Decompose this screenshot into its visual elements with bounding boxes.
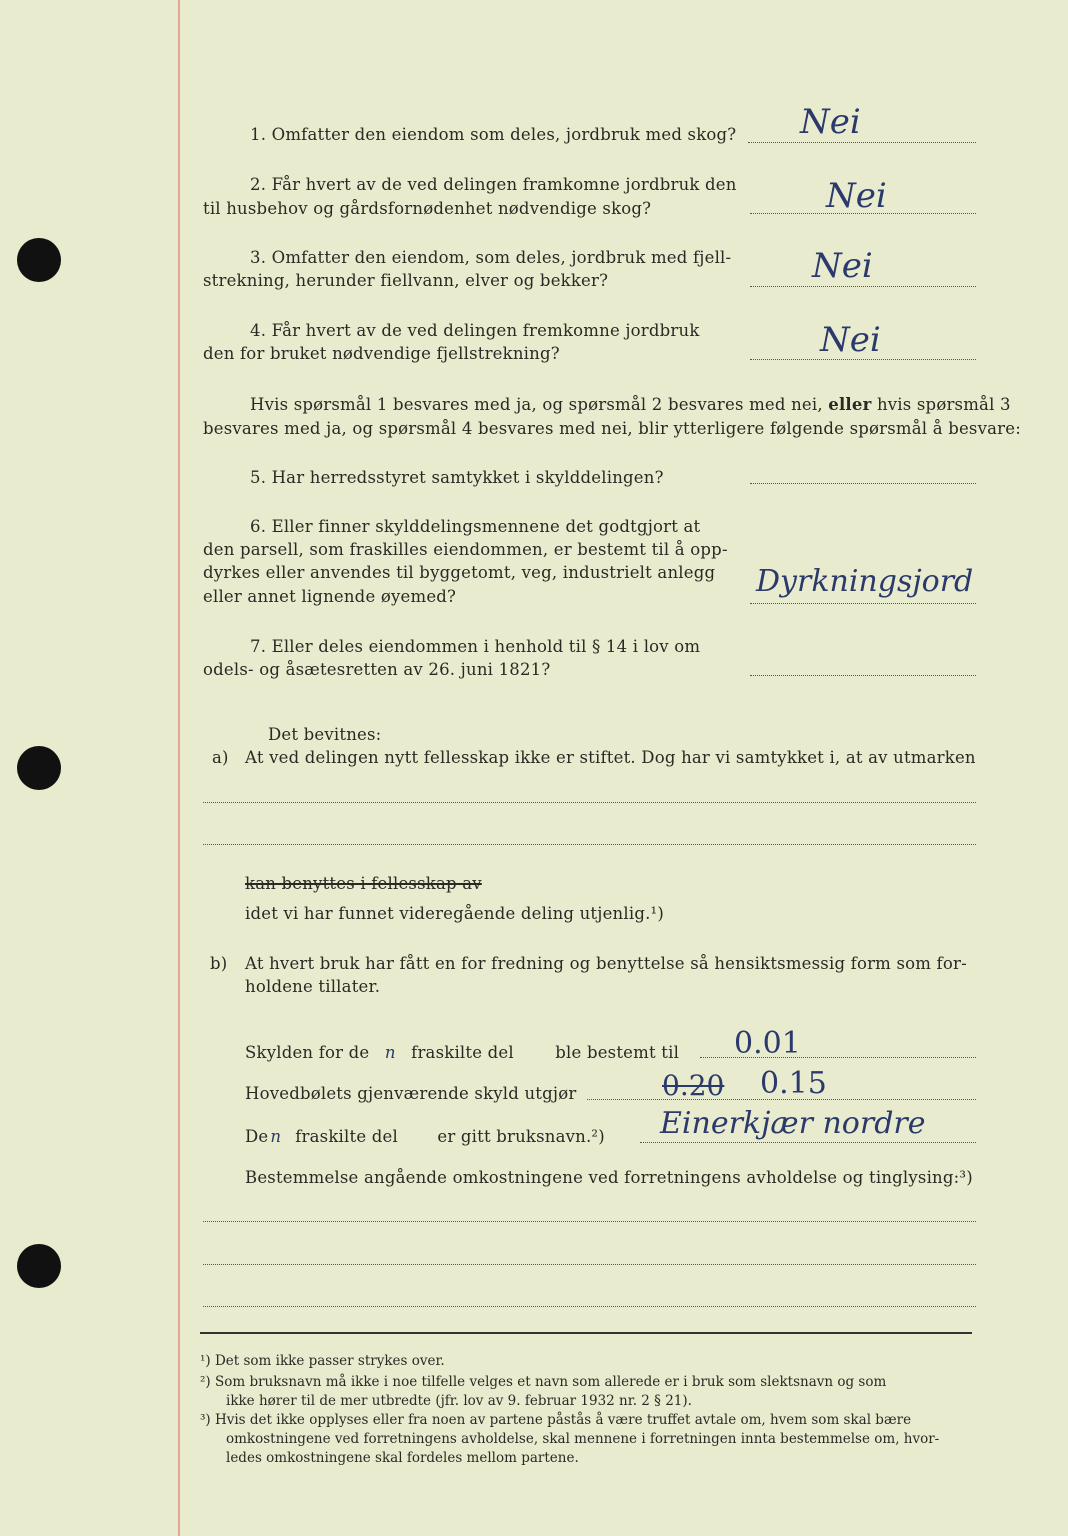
- answer-line-5: [750, 483, 976, 484]
- footnote-2-line-1: ²) Som bruksnavn må ikke i noe tilfelle velges et navn som allerede er i bruk som slektsnavn og som: [200, 1374, 887, 1390]
- question-3-line-2: strekning, herunder fiellvann, elver og bekker?: [203, 271, 609, 290]
- answer-line-7: [750, 675, 976, 676]
- question-6-line-3: dyrkes eller anvendes til byggetomt, veg, industrielt anlegg: [203, 563, 716, 582]
- footnote-2-line-2: ikke hører til de mer utbredte (jfr. lov av 9. februar 1932 nr. 2 § 21).: [226, 1393, 692, 1409]
- question-5: 5. Har herredsstyret samtykket i skylddelingen?: [250, 468, 664, 487]
- question-7-line-1: 7. Eller deles eiendommen i henhold til § 14 i lov om: [250, 637, 701, 656]
- fill-line-a-2: [203, 844, 976, 845]
- skyld-value-1: 0.01: [734, 1026, 801, 1061]
- skyld-line-2: Hovedbølets gjenværende skyld utgjør: [245, 1084, 577, 1103]
- handwritten-n-1: n: [384, 1043, 396, 1062]
- instruction-line-2: besvares med ja, og spørsmål 4 besvares med nei, blir ytterligere følgende spørsmål å besvare:: [203, 419, 1021, 438]
- struck-text: kan benyttes i fellesskap av: [245, 874, 482, 893]
- question-6-line-4: eller annet lignende øyemed?: [203, 587, 457, 606]
- witness-a-text: At ved delingen nytt fellesskap ikke er stiftet. Dog har vi samtykket i, at av utmarken: [245, 748, 976, 767]
- skyld-struck-value: 0.20: [662, 1069, 725, 1102]
- punch-hole-2: [17, 746, 61, 790]
- witness-a-continuation: idet vi har funnet videregående deling utjenlig.¹): [245, 904, 664, 923]
- question-4-line-1: 4. Får hvert av de ved delingen fremkomne jordbruk: [250, 321, 700, 340]
- witness-heading: Det bevitnes:: [268, 725, 382, 744]
- fill-line-cost-3: [203, 1306, 976, 1307]
- punch-hole-3: [17, 1244, 61, 1288]
- footnote-3-line-2: omkostningene ved forretningens avholdelse, skal mennene i forretningen innta bestemmelse om, hvor-: [226, 1431, 940, 1447]
- skyld-value-3: Einerkjær nordre: [660, 1106, 926, 1141]
- footnote-1: ¹) Det som ikke passer strykes over.: [200, 1353, 445, 1369]
- question-2-line-2: til husbehov og gårdsfornødenhet nødvendige skog?: [203, 199, 652, 218]
- question-1: 1. Omfatter den eiendom som deles, jordbruk med skog?: [250, 125, 737, 144]
- skyld-value-2: 0.15: [760, 1066, 827, 1101]
- answer-line-6: [750, 603, 976, 604]
- footnote-3-line-1: ³) Hvis det ikke opplyses eller fra noen av partene påstås å være truffet avtale om, hvem som skal bære: [200, 1412, 912, 1428]
- answer-2: Nei: [826, 176, 887, 216]
- fill-line-cost-2: [203, 1264, 976, 1265]
- handwritten-n-2: n: [270, 1127, 282, 1146]
- answer-3: Nei: [812, 246, 873, 286]
- witness-b-label: b): [210, 954, 228, 973]
- question-4-line-2: den for bruket nødvendige fjellstrekning?: [203, 344, 560, 363]
- margin-line: [178, 0, 180, 1536]
- question-6-line-2: den parsell, som fraskilles eiendommen, er bestemt til å opp-: [203, 540, 728, 559]
- fill-line-cost-1: [203, 1221, 976, 1222]
- answer-line-1: [748, 142, 976, 143]
- skyld-line-1: Skylden for de n fraskilte del ble bestemt til: [245, 1043, 680, 1062]
- skyld-line-3: De n fraskilte del er gitt bruksnavn.²): [245, 1127, 605, 1146]
- question-3-line-1: 3. Omfatter den eiendom, som deles, jordbruk med fjell-: [250, 248, 732, 267]
- punch-hole-1: [17, 238, 61, 282]
- witness-b-line-2: holdene tillater.: [245, 977, 381, 996]
- witness-a-label: a): [212, 748, 229, 767]
- question-2-line-1: 2. Får hvert av de ved delingen framkomne jordbruk den: [250, 175, 737, 194]
- question-6-line-1: 6. Eller finner skylddelingsmennene det godtgjort at: [250, 517, 701, 536]
- skyld-line-4: Bestemmelse angående omkostningene ved forretningens avholdelse og tinglysing:³): [245, 1168, 973, 1187]
- answer-6: Dyrkningsjord: [756, 564, 974, 599]
- question-7-line-2: odels- og åsætesretten av 26. juni 1821?: [203, 660, 551, 679]
- witness-b-line-1: At hvert bruk har fått en for fredning og benyttelse så hensiktsmessig form som for-: [245, 954, 967, 973]
- answer-1: Nei: [800, 102, 861, 142]
- instruction-line-1: Hvis spørsmål 1 besvares med ja, og spørsmål 2 besvares med nei, eller hvis spørsmål 3: [250, 395, 1011, 414]
- fill-line-a-1: [203, 802, 976, 803]
- answer-4: Nei: [820, 320, 881, 360]
- footnote-3-line-3: ledes omkostningene skal fordeles mellom partene.: [226, 1450, 579, 1466]
- answer-line-3: [750, 286, 976, 287]
- footnote-separator: [200, 1332, 972, 1334]
